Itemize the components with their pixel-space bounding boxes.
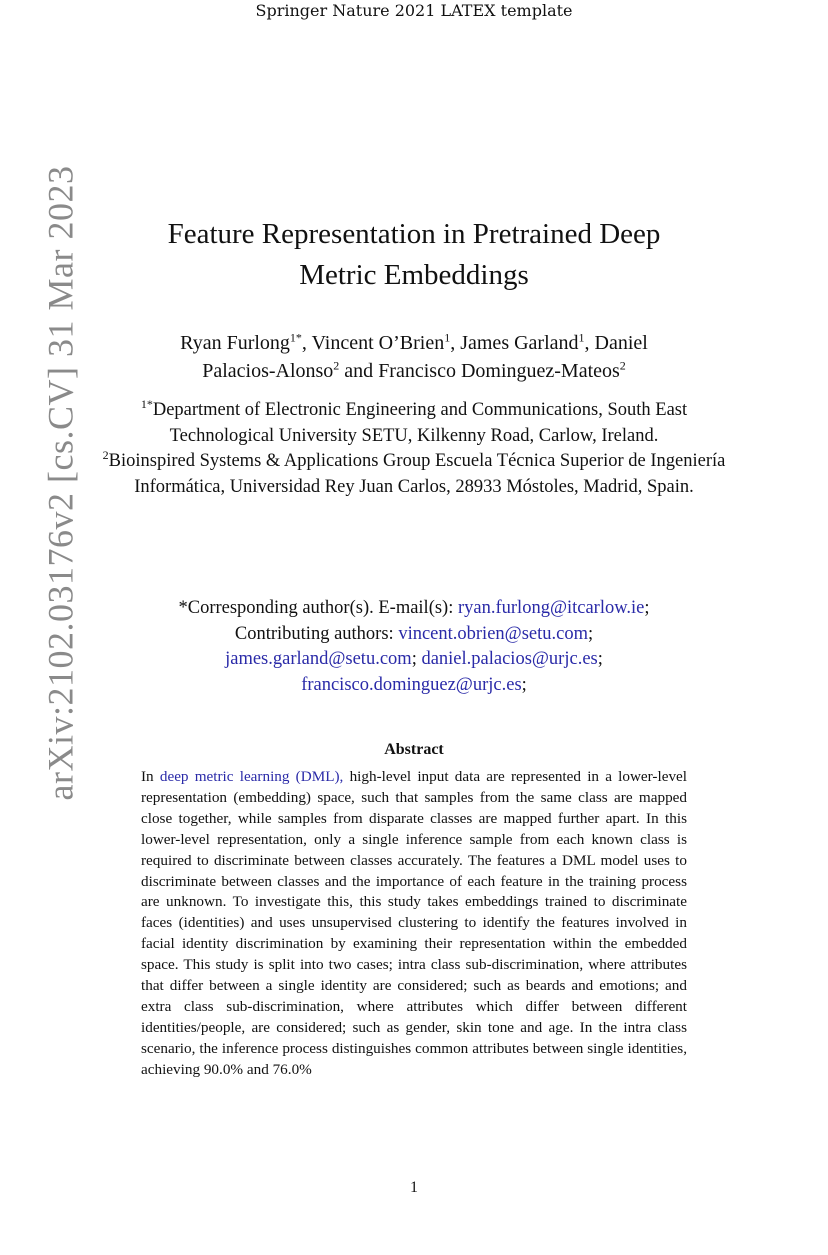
author-name: Vincent O’Brien — [311, 332, 445, 354]
separator: ; — [587, 623, 594, 644]
affiliations — [100, 398, 728, 500]
email-line — [100, 647, 728, 673]
page-number: 1 — [410, 1179, 418, 1196]
email-link[interactable]: francisco.dominguez@urjc.es — [301, 674, 522, 695]
author-list — [100, 329, 728, 385]
affil-mark: 1* — [140, 396, 153, 411]
affil-mark: 2 — [102, 447, 109, 462]
author-line-2: Palacios-Alonso$^2$ and Francisco Dominguez-Mateos$^2$ — [202, 358, 626, 382]
contributing-line — [100, 622, 728, 648]
author-affil-mark: 2 — [333, 358, 340, 373]
author-affil-mark: 1 — [578, 330, 585, 345]
author-affil-mark: 1* — [289, 330, 302, 345]
arxiv-identifier: arXiv:2102.03176v2 [cs.CV] 31 Mar 2023 — [40, 165, 81, 800]
correspondence — [100, 596, 728, 698]
affiliation-text: Bioinspired Systems & Applications Group Escuela Técnica Superior de Ingeniería Informática, Universidad Rey Juan Carlos, 28933 Móstoles, Madrid, Spain. — [108, 451, 726, 497]
paper-title — [100, 214, 728, 296]
separator: ; — [597, 649, 603, 669]
email-line — [100, 673, 728, 699]
running-header: Springer Nature 2021 LATEX template — [255, 1, 573, 20]
email-link[interactable]: james.garland@setu.com — [225, 649, 412, 669]
author-name: James Garland — [460, 332, 579, 354]
corresponding-line — [100, 596, 728, 622]
separator: ; — [521, 674, 527, 695]
author-line-1: Ryan Furlong$^{1*}$, Vincent O’Brien$^1$, James Garland$^1$, Daniel — [180, 330, 648, 354]
glossary-link[interactable]: deep metric learning (DML), — [159, 768, 344, 785]
corresponding-label: *Corresponding author(s). E-mail(s): — [178, 598, 454, 618]
affiliation-2 — [100, 449, 728, 500]
contributing-label: Contributing authors: — [234, 623, 394, 644]
abstract-lead: In — [141, 768, 154, 785]
author-affil-mark: 1 — [444, 330, 451, 345]
author-conjunction: and — [344, 360, 374, 382]
affiliation-text: Department of Electronic Engineering and Communications, South East Technological University SETU, Kilkenny Road, Carlow, Ireland. — [152, 400, 688, 446]
arxiv-side-stamp — [36, 150, 84, 815]
author-affil-mark: 2 — [619, 358, 626, 373]
author-name: Francisco Dominguez-Mateos — [378, 360, 620, 382]
abstract-heading: Abstract — [384, 741, 444, 758]
title-line-1: Feature Representation in Pretrained Deep — [167, 218, 661, 250]
author-name: Ryan Furlong — [180, 332, 290, 354]
abstract-text: high-level input data are represented in a lower-level representation (embedding) space, such that samples from the same class are mapped close together, while samples from disparate classes are mapped further apart. In this lower-level representation, only a single inference sample from each known class is required to discriminate between classes accurately. The features a DML model uses to discriminate between classes and the importance of each feature in the training process are unknown. To investigate this, this study takes embeddings trained to discriminate faces (identities) and uses unsupervised clustering to identify the features involved in facial identity discrimination by examining their representation within the embedded space. This study is split into two cases; intra class sub-discrimination, where attributes that differ between a single identity are considered; such as beards and emotions; and extra class sub-discrimination, where attributes which differ between different identities/people, are considered; such as gender, skin tone and age. In the intra class scenario, the inference process distinguishes common attributes between single identities, achieving 90.0% and 76.0% — [141, 768, 687, 1078]
email-link[interactable]: vincent.obrien@setu.com — [398, 623, 588, 644]
abstract-body — [141, 767, 687, 1081]
separator: ; — [411, 649, 417, 669]
title-line-2: Metric Embeddings — [299, 259, 529, 291]
email-link[interactable]: daniel.palacios@urjc.es — [421, 649, 598, 669]
email-link[interactable]: ryan.furlong@itcarlow.ie — [457, 598, 645, 618]
affiliation-1 — [100, 398, 728, 449]
separator: ; — [644, 598, 650, 618]
